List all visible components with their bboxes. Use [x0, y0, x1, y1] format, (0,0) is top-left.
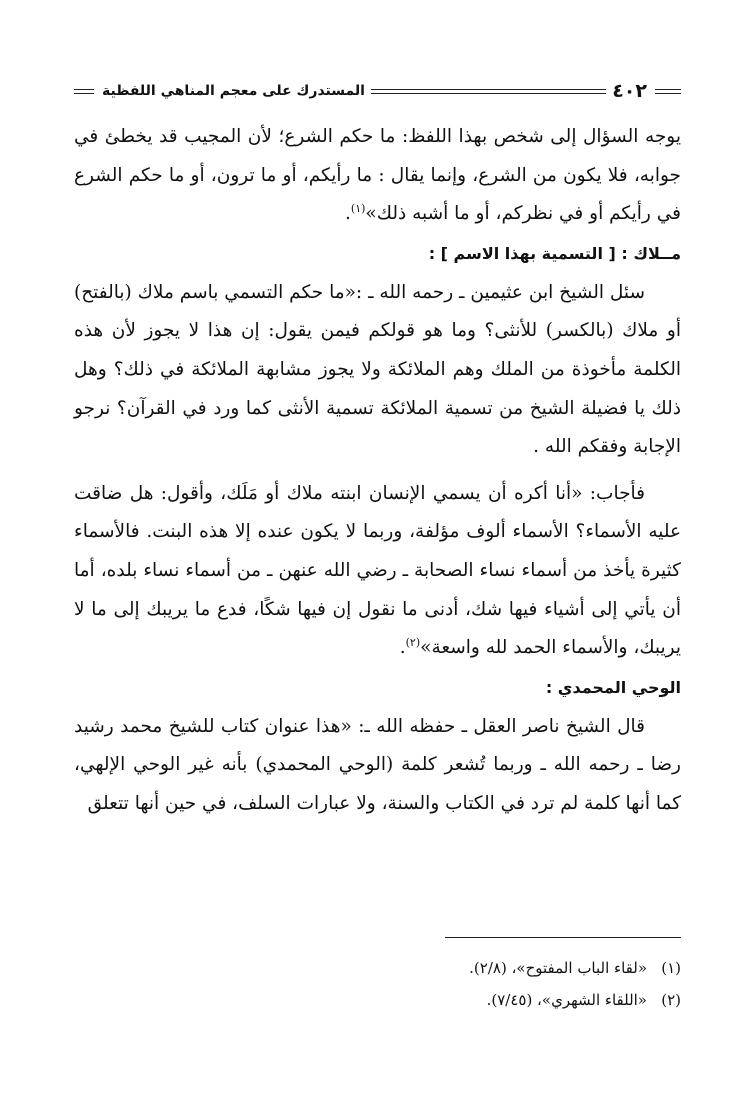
running-header — [74, 78, 681, 104]
paragraph-1-text: يوجه السؤال إلى شخص بهذا اللفظ: ما حكم الشرع؛ لأن المجيب قد يخطئ في جوابه، فلا يكون من الشرع، وإنما يقال : ما رأيكم، أو ما ترون، أو ما حكم الشرع في رأيكم أو في نظركم، أو ما أشبه ذلك» — [74, 126, 681, 225]
footnotes — [74, 952, 681, 1016]
footnote-2-number: (٢) — [661, 991, 681, 1009]
paragraph-3-tail: . — [399, 637, 406, 659]
body-text — [74, 118, 681, 824]
paragraph-3 — [74, 475, 681, 668]
footnote-1-text: «لقاء الباب المفتوح»، (٢/٨). — [469, 959, 647, 977]
header-rule-right — [655, 89, 681, 94]
book-page — [74, 70, 681, 1030]
section-heading-wahy: الوحي المحمدي : — [545, 677, 681, 697]
footnote-separator — [445, 937, 681, 938]
paragraph-2: سئل الشيخ ابن عثيمين ـ رحمه الله ـ :«ما حكم التسمي باسم ملاك (بالفتح) أو ملاك (بالكسر) للأنثى؟ وما هو قولكم فيمن يقول: إن هذا لا يجوز لأن هذه الكلمة مأخوذة من الملك وهم الملائكة ولا يجوز مشابهة الملائكة في ذلك؟ وهل ذلك يا فضيلة الشيخ من تسمية الملائكة تسمية الأنثى كما ورد في القرآن؟ نرجو الإجابة وفقكم الله . — [74, 281, 681, 458]
footnote-2 — [74, 984, 681, 1016]
paragraph-1-tail: . — [345, 203, 351, 225]
header-title: المستدرك على معجم المناهي اللفظية — [102, 83, 365, 99]
header-rule-middle — [371, 89, 606, 94]
paragraph-3-text: فأجاب: «أنا أكره أن يسمي الإنسان ابنته ملاك أو مَلَك، وأقول: هل ضاقت عليه الأسماء؟ الأسماء ألوف مؤلفة، وربما لا يكون عنده إلا هذه البنت. فالأسماء كثيرة يأخذ من أسماء نساء الصحابة ـ رضي الله عنهن ـ من أسماء نساء بلده، أما أن يأتي إلى أشياء فيها شك، أدنى ما نقول إن فيها شكًا، فدع ما يريبك إلى ما لا يريبك، والأسماء الحمد لله واسعة» — [74, 482, 681, 659]
footnote-ref-1: (١) — [350, 202, 366, 216]
page-number: ٤٠٢ — [612, 80, 647, 102]
footnote-ref-2: (٢) — [405, 635, 421, 649]
section-heading-malak: مــلاك : [ التسمية بهذا الاسم ] : — [428, 243, 681, 263]
paragraph-1 — [74, 118, 681, 234]
header-rule-left — [74, 89, 94, 94]
paragraph-4: قال الشيخ ناصر العقل ـ حفظه الله ـ: «هذا عنوان كتاب للشيخ محمد رشيد رضا ـ رحمه الله ـ وربما تُشعر كلمة (الوحي المحمدي) بأنه غير الوحي الإلهي، كما أنها كلمة لم ترد في الكتاب والسنة، ولا عبارات السلف، في حين أنها تتعلق — [74, 715, 681, 814]
footnote-1 — [74, 952, 681, 984]
footnote-1-number: (١) — [661, 959, 681, 977]
footnote-2-text: «اللقاء الشهري»، (٧/٤٥). — [486, 991, 647, 1009]
